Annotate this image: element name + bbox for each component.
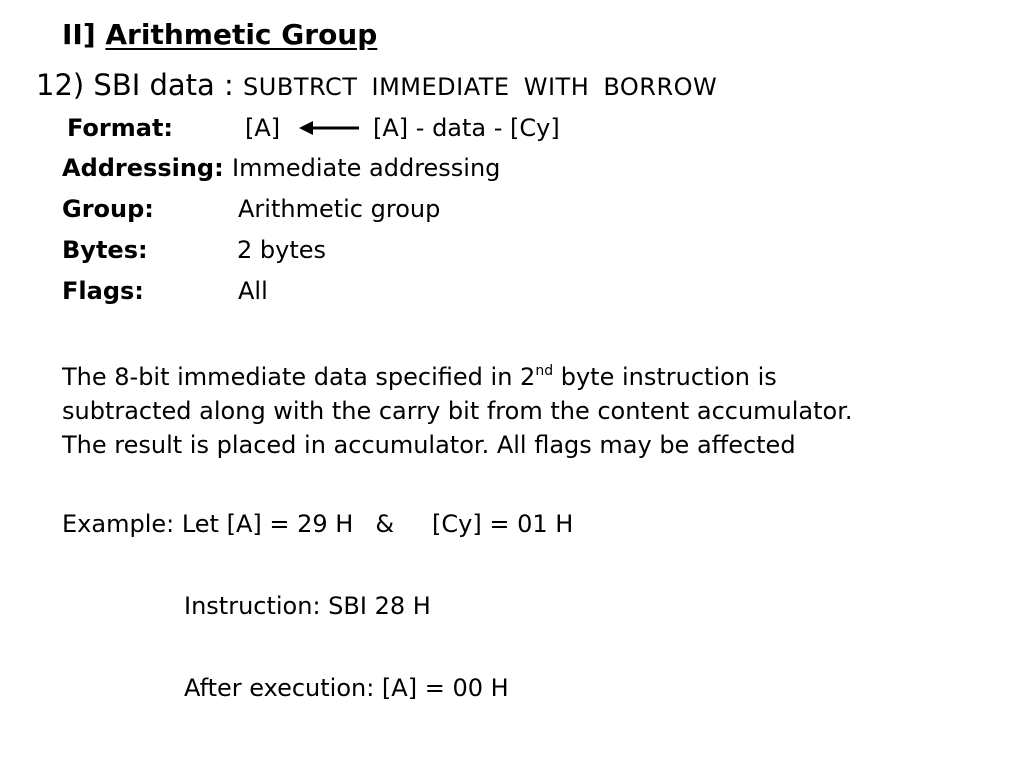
bytes-value: 2 bytes	[237, 236, 327, 264]
example-line	[62, 510, 573, 538]
example-instruction: Instruction: SBI 28 H	[184, 592, 431, 620]
example-cy-value: [Cy] = 01 H	[432, 510, 574, 538]
example-result: After execution: [A] = 00 H	[184, 674, 509, 702]
format-destination: [A]	[245, 114, 281, 142]
section-title-text: Arithmetic Group	[105, 18, 378, 51]
instruction-heading	[36, 68, 717, 102]
example-a-value: Example: Let [A] = 29 H	[62, 510, 354, 538]
addressing-label: Addressing:	[62, 154, 224, 182]
paragraph-line-1	[62, 360, 853, 394]
section-prefix: II]	[62, 18, 96, 51]
group-value: Arithmetic group	[238, 195, 441, 223]
paragraph-line-2: subtracted along with the carry bit from the content accumulator.	[62, 397, 853, 425]
bytes-label: Bytes:	[62, 236, 148, 264]
paragraph-line-1-end: byte instruction is	[553, 363, 777, 391]
section-title	[62, 18, 377, 51]
example-ampersand: &	[375, 510, 395, 538]
group-label: Group:	[62, 195, 154, 223]
flags-value: All	[238, 277, 268, 305]
flags-label: Flags:	[62, 277, 144, 305]
left-arrow-icon	[297, 116, 363, 140]
paragraph-line-1-start: The 8-bit immediate data specified in 2	[62, 363, 536, 391]
format-label: Format:	[67, 114, 174, 142]
instruction-number-mnemonic: 12) SBI data :	[36, 68, 234, 102]
instruction-description: SUBTRCT IMMEDIATE WITH BORROW	[243, 73, 718, 101]
paragraph-line-3: The result is placed in accumulator. All flags may be affected	[62, 431, 796, 459]
format-expression: [A] - data - [Cy]	[373, 114, 560, 142]
ordinal-superscript: nd	[535, 363, 554, 379]
addressing-value: Immediate addressing	[232, 154, 501, 182]
description-paragraph	[62, 360, 853, 462]
